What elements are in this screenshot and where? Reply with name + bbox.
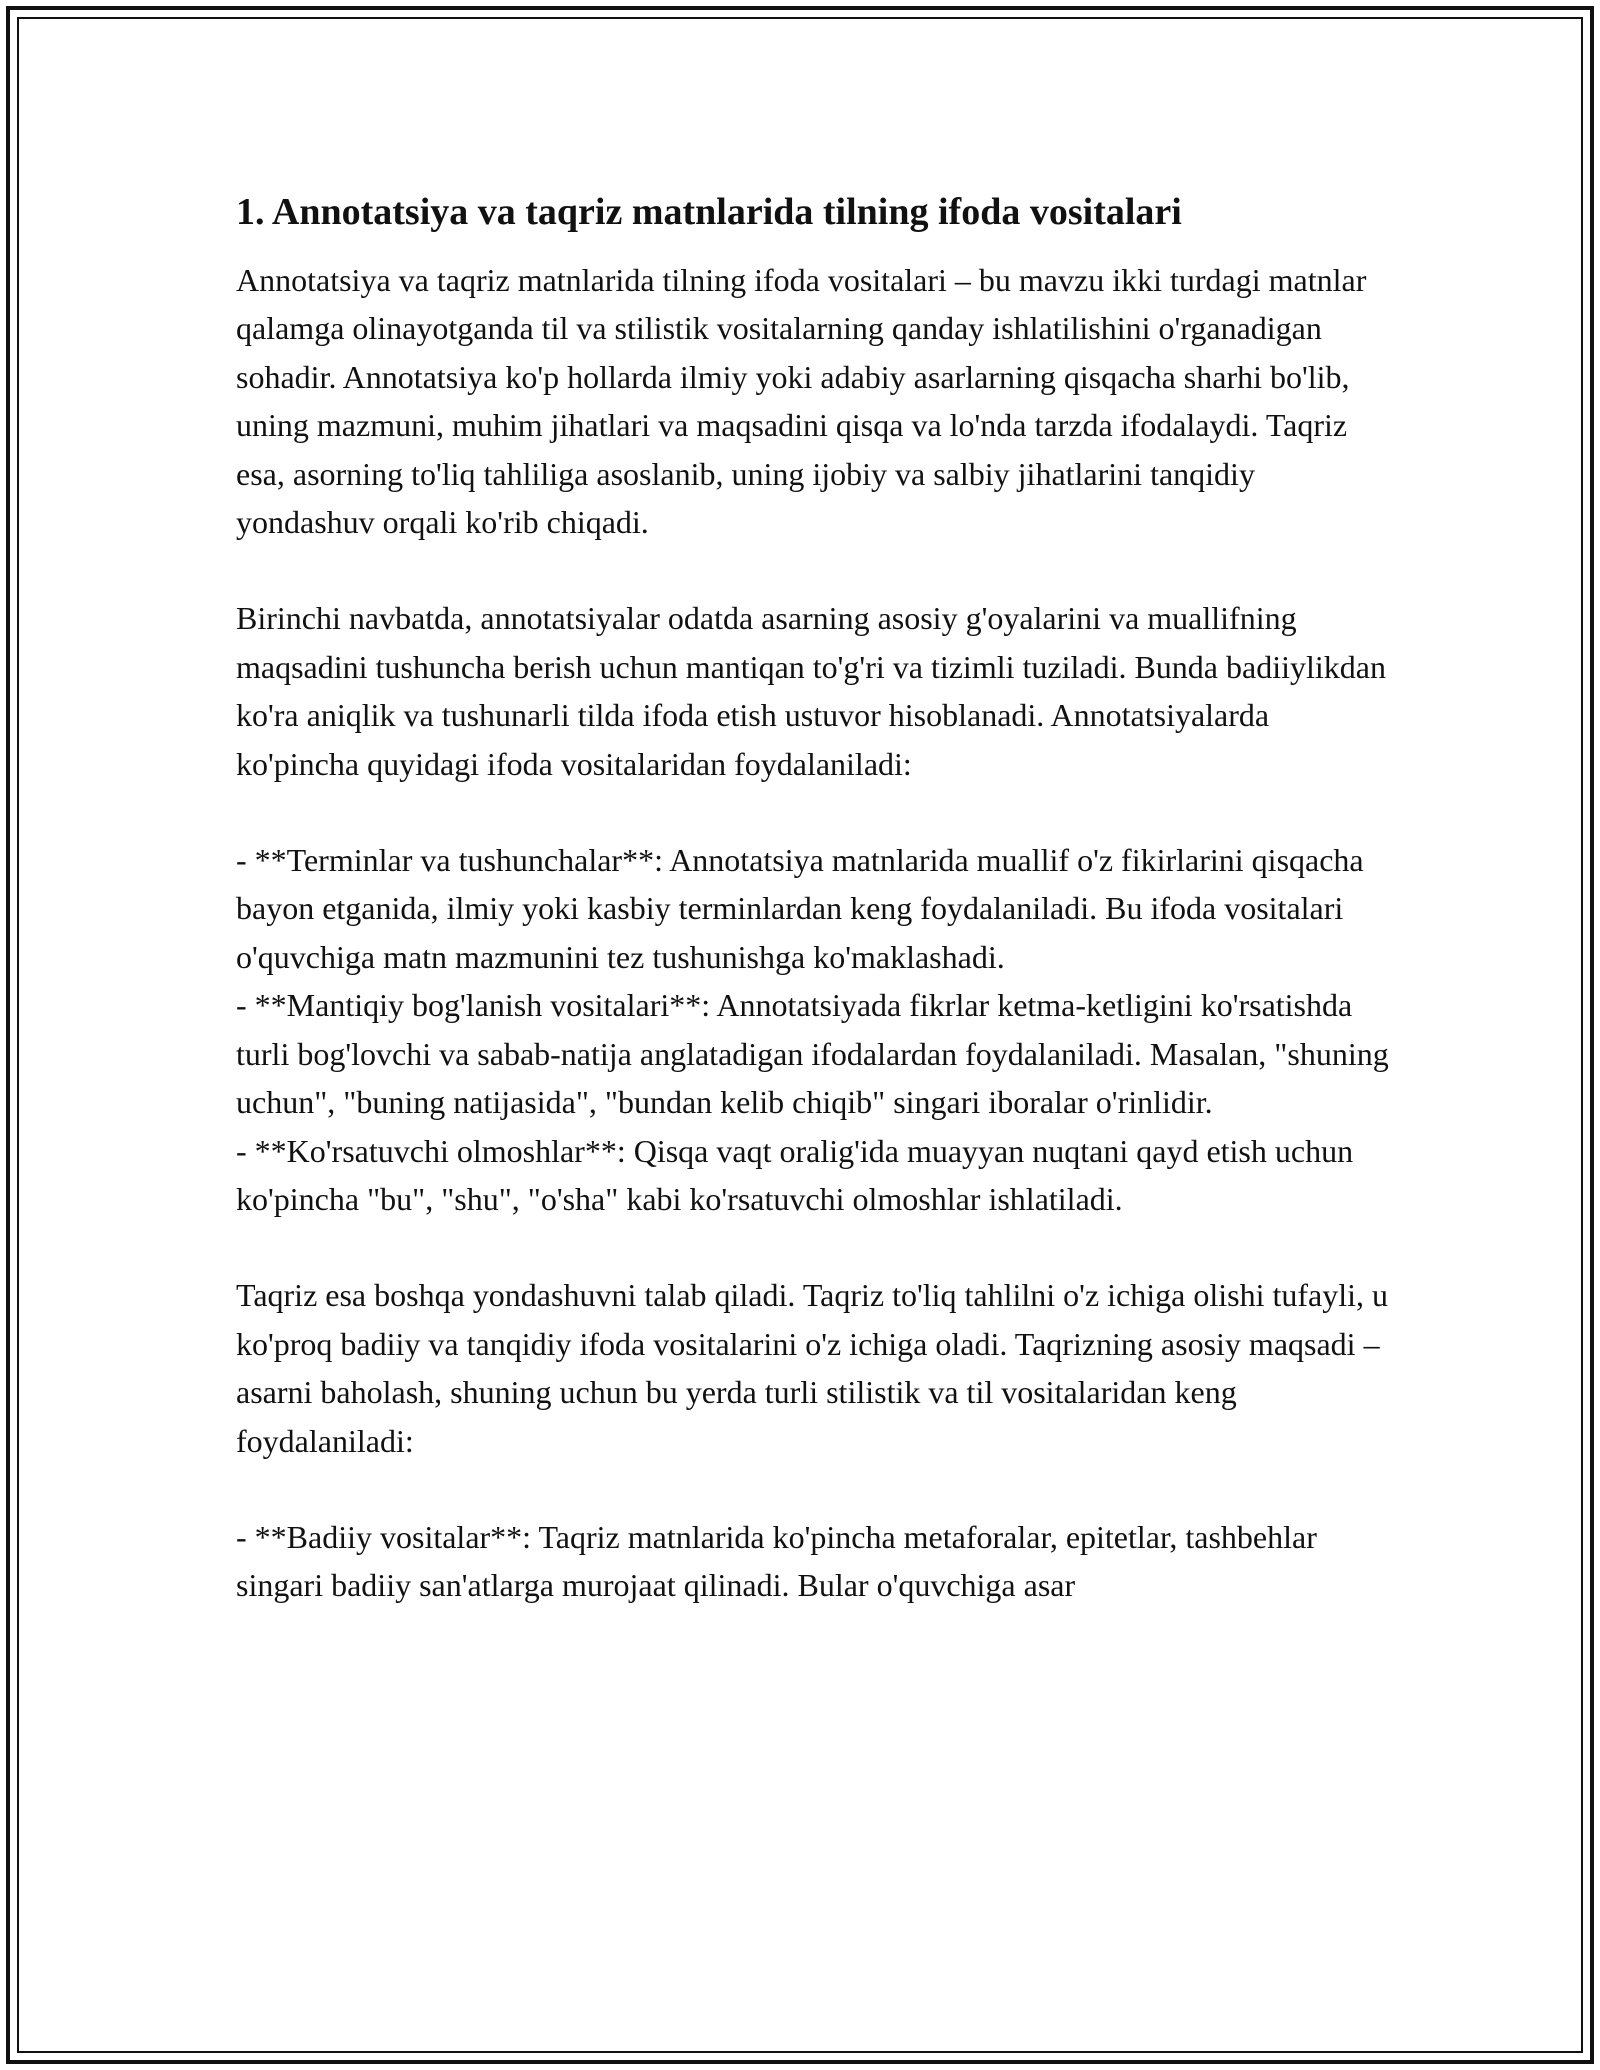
list-item-artistic-means: - **Badiiy vositalar**: Taqriz matnlarida ko'pincha metaforalar, epitetlar, tashbehlar singari badiiy san'atlarga murojaat qilinadi. Bular o'quvchiga asar (236, 1518, 1317, 1604)
annotation-section (236, 594, 1396, 788)
review-means-list (236, 1513, 1396, 1610)
list-item-demonstrative-pronouns: - **Ko'rsatuvchi olmoshlar**: Qisqa vaqt oralig'ida muayyan nuqtani qayd etish uchun ko'pincha "bu", "shu", "o'sha" kabi ko'rsatuvchi olmoshlar ishlatiladi. (236, 1132, 1354, 1217)
paragraph-intro: Annotatsiya va taqriz matnlarida tilning ifoda vositalari – bu mavzu ikki turdagi matnlar qalamga olinayotganda til va stilistik vositalarning qanday ishlatilishini o'rganadigan sohadir. Annotatsiya ko'p hollarda ilmiy yoki adabiy asarlarning qisqacha sharhi bo'lib, uning mazmuni, muhim jihatlari va maqsadini qisqa va lo'nda tarzda ifodalaydi. Taqriz esa, asorning to'liq tahliliga asoslanib, uning ijobiy va salbiy jihatlarini tanqidiy yondashuv orqali ko'rib chiqadi. (236, 262, 1367, 541)
document-body (236, 188, 1396, 1610)
paragraph-review: Taqriz esa boshqa yondashuvni talab qiladi. Taqriz to'liq tahlilni o'z ichiga olishi tufayli, u ko'proq badiiy va tanqidiy ifoda vositalarini o'z ichiga oladi. Taqrizning asosiy maqsadi – asarni baholash, shuning uchun bu yerda turli stilistik va til vositalaridan keng foydalaniladi: (236, 1277, 1388, 1459)
paragraph-annotation: Birinchi navbatda, annotatsiyalar odatda asarning asosiy g'oyalarini va muallifning maqsadini tushuncha berish uchun mantiqan to'g'ri va tizimli tuziladi. Bunda badiiylikdan ko'ra aniqlik va tushunarli tilda ifoda etish ustuvor hisoblanadi. Annotatsiyalarda ko'pincha quyidagi ifoda vositalaridan foydalaniladi: (236, 600, 1386, 782)
list-item-terminology: - **Terminlar va tushunchalar**: Annotatsiya matnlarida muallif o'z fikirlarini qisqacha bayon etganida, ilmiy yoki kasbiy terminlardan keng foydalaniladi. Bu ifoda vositalari o'quvchiga matn mazmunini tez tushunishga ko'maklashadi. (236, 842, 1364, 975)
review-section (236, 1271, 1396, 1465)
section-heading: 1. Annotatsiya va taqriz matnlarida tilning ifoda vositalari (236, 191, 1182, 233)
annotation-means-list (236, 836, 1396, 1223)
list-item-logical-connectors: - **Mantiqiy bog'lanish vositalari**: Annotatsiyada fikrlar ketma-ketligini ko'rsatishda turli bog'lovchi va sabab-natija anglatadigan ifodalardan foydalaniladi. Masalan, "shuning uchun", "buning natijasida", "bundan kelib chiqib" singari iboralar o'rinlidir. (236, 987, 1389, 1121)
